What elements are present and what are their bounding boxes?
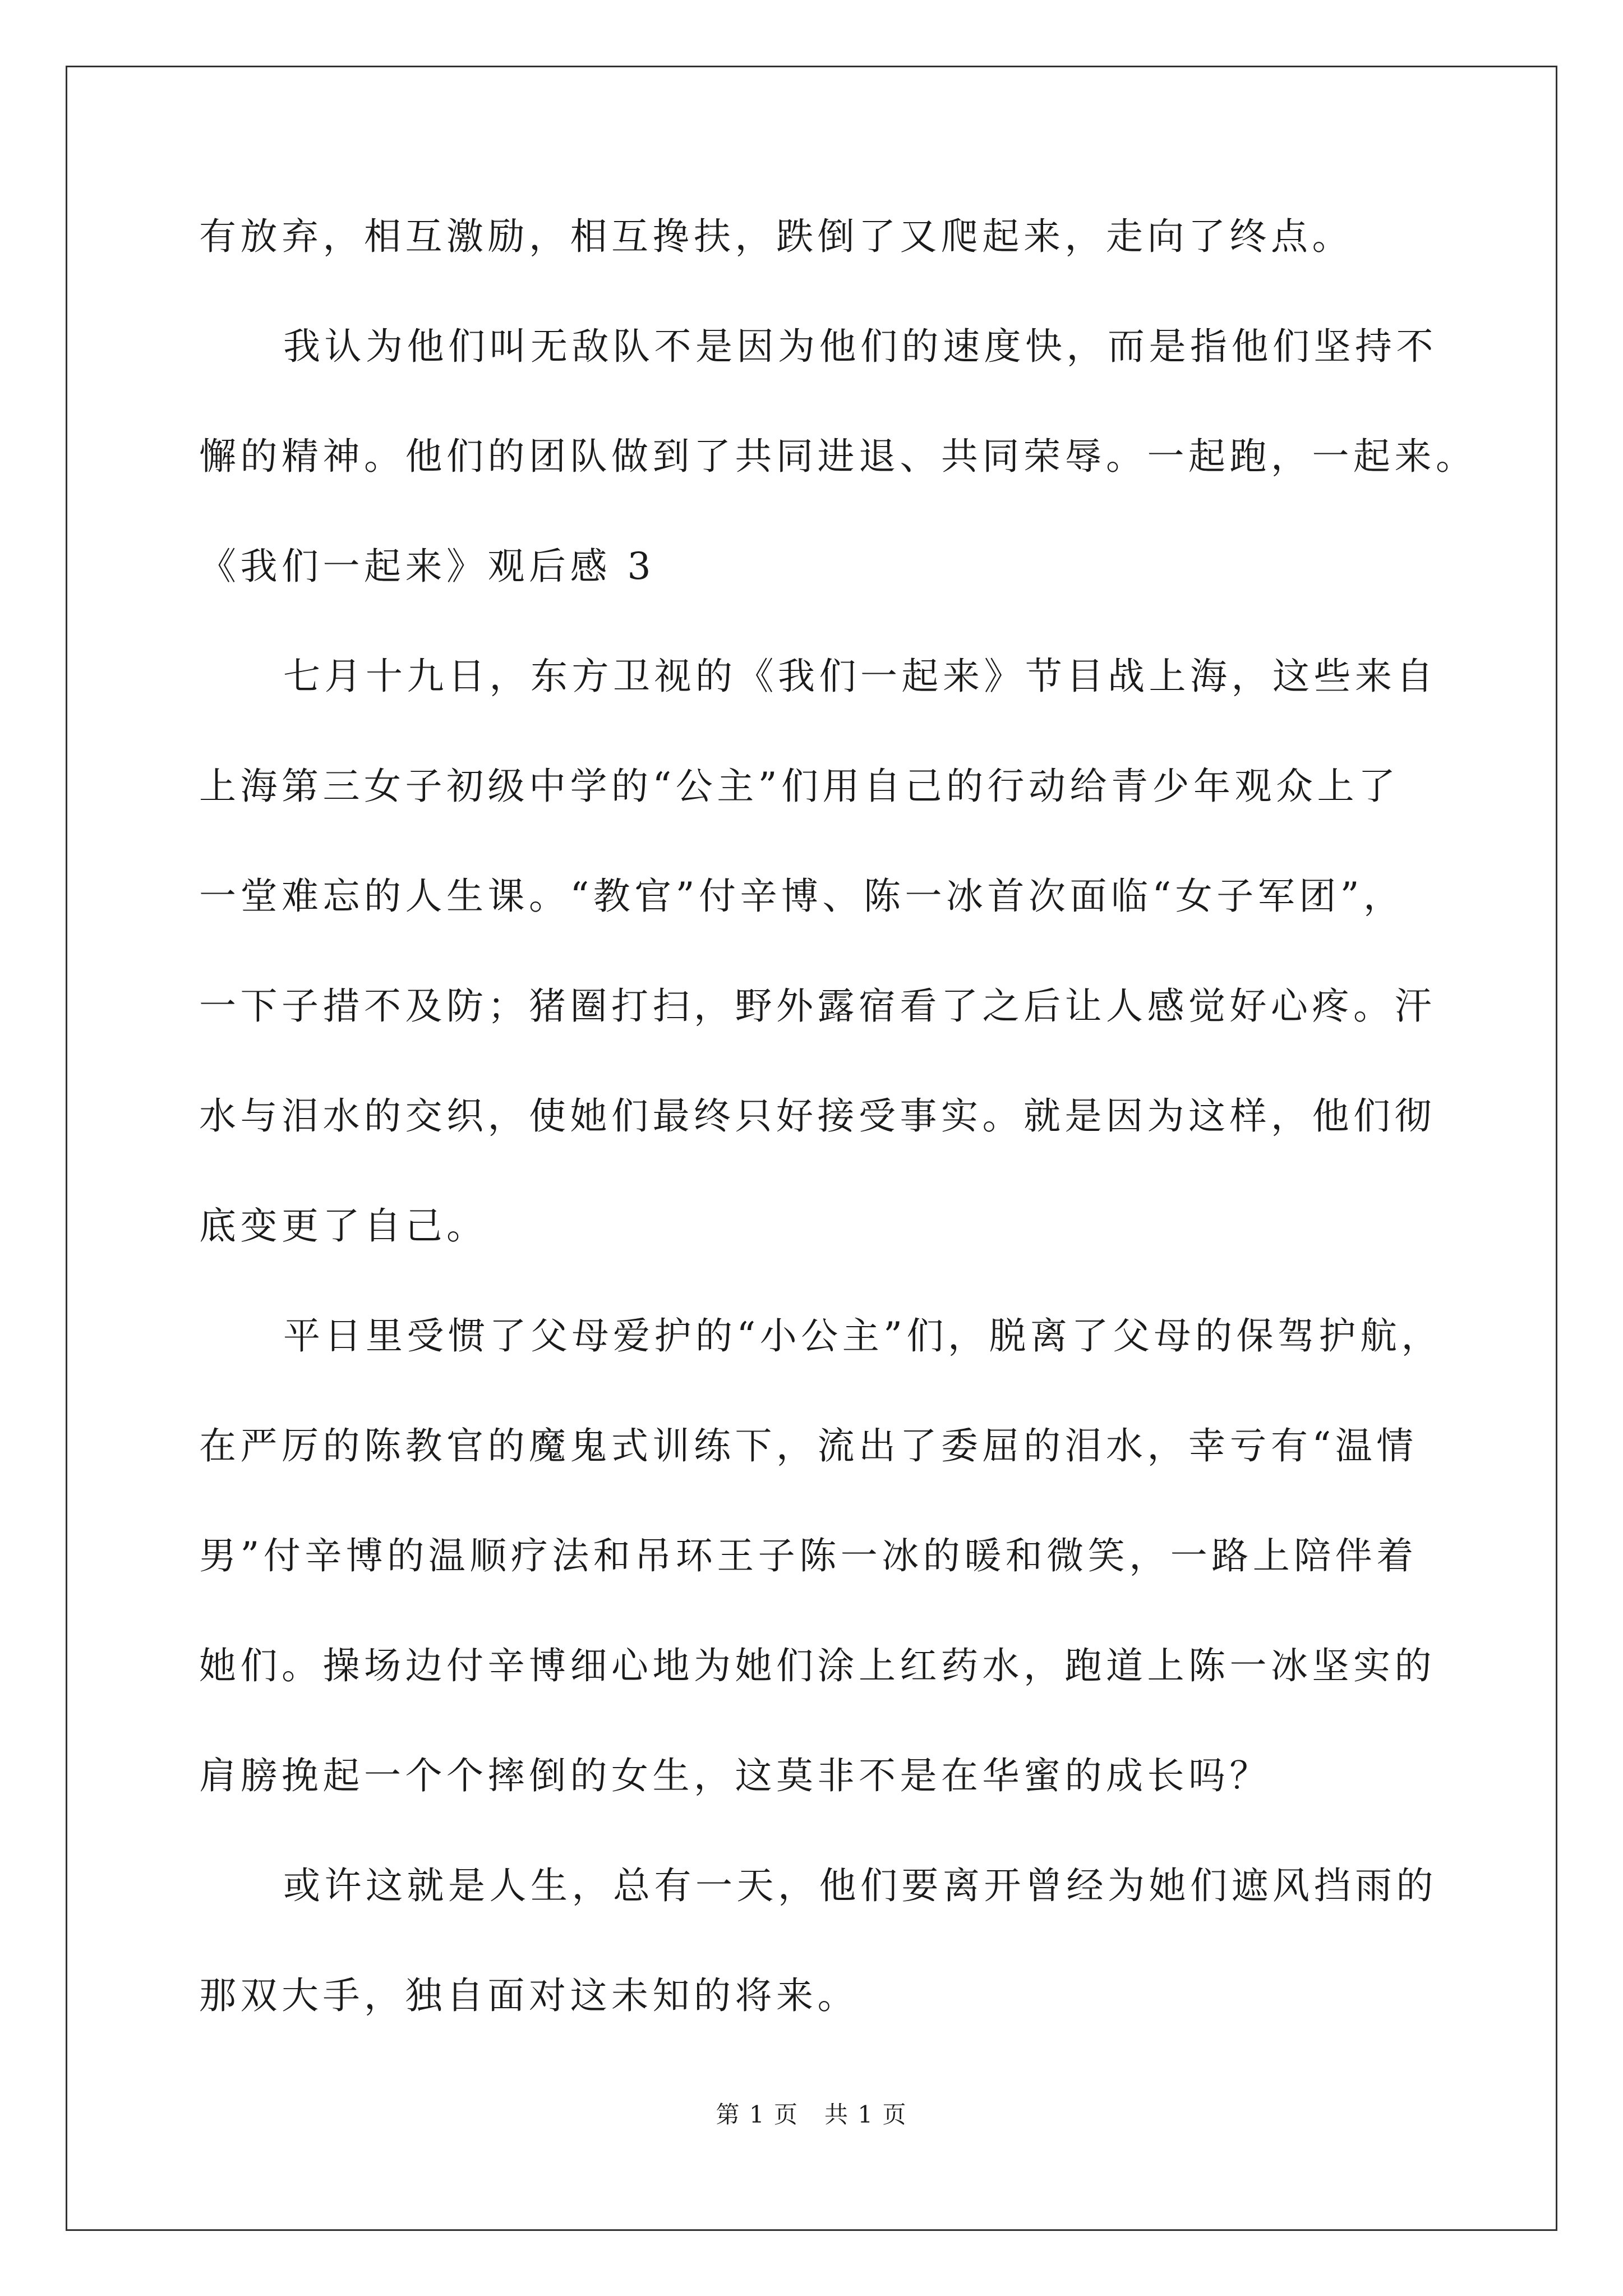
paragraph-start-line: 或许这就是人生，总有一天，他们要离开曾经为她们遮风挡雨的 bbox=[283, 1864, 1437, 1907]
text-line: 上海第三女子初级中学的“公主”们用自己的行动给青少年观众上了 bbox=[199, 765, 1400, 808]
text-line: 有放弃，相互激励，相互搀扶，跌倒了又爬起来，走向了终点。 bbox=[199, 215, 1353, 258]
text-line: 底变更了自己。 bbox=[199, 1204, 488, 1248]
text-line: 肩膀挽起一个个摔倒的女生，这莫非不是在华蜜的成长吗？ bbox=[199, 1754, 1271, 1797]
section-heading: 《我们一起来》观后感 3 bbox=[199, 545, 655, 588]
text-line: 水与泪水的交织，使她们最终只好接受事实。就是因为这样，他们彻 bbox=[199, 1094, 1436, 1138]
paragraph-start-line: 我认为他们叫无敌队不是因为他们的速度快，而是指他们坚持不 bbox=[283, 325, 1437, 368]
text-line: 懈的精神。他们的团队做到了共同进退、共同荣辱。一起跑，一起来。 bbox=[199, 435, 1477, 478]
text-line: 那双大手，独自面对这未知的将来。 bbox=[199, 1974, 859, 2017]
paragraph-start-line: 七月十九日，东方卫视的《我们一起来》节目战上海，这些来自 bbox=[283, 655, 1437, 698]
text-line: 男”付辛博的温顺疗法和吊环王子陈一冰的暖和微笑，一路上陪伴着 bbox=[199, 1534, 1418, 1577]
text-line: 一下子措不及防；猪圈打扫，野外露宿看了之后让人感觉好心疼。汗 bbox=[199, 984, 1436, 1028]
text-line: 一堂难忘的人生课。“教官”付辛博、陈一冰首次面临“女子军团”， bbox=[199, 875, 1405, 918]
page-number-footer: 第 1 页 共 1 页 bbox=[716, 2101, 907, 2128]
paragraph-start-line: 平日里受惯了父母爱护的“小公主”们，脱离了父母的保驾护航， bbox=[283, 1314, 1442, 1358]
text-line: 她们。操场边付辛博细心地为她们涂上红药水，跑道上陈一冰坚实的 bbox=[199, 1644, 1436, 1687]
text-line: 在严厉的陈教官的魔鬼式训练下，流出了委屈的泪水，幸亏有“温情 bbox=[199, 1424, 1418, 1467]
